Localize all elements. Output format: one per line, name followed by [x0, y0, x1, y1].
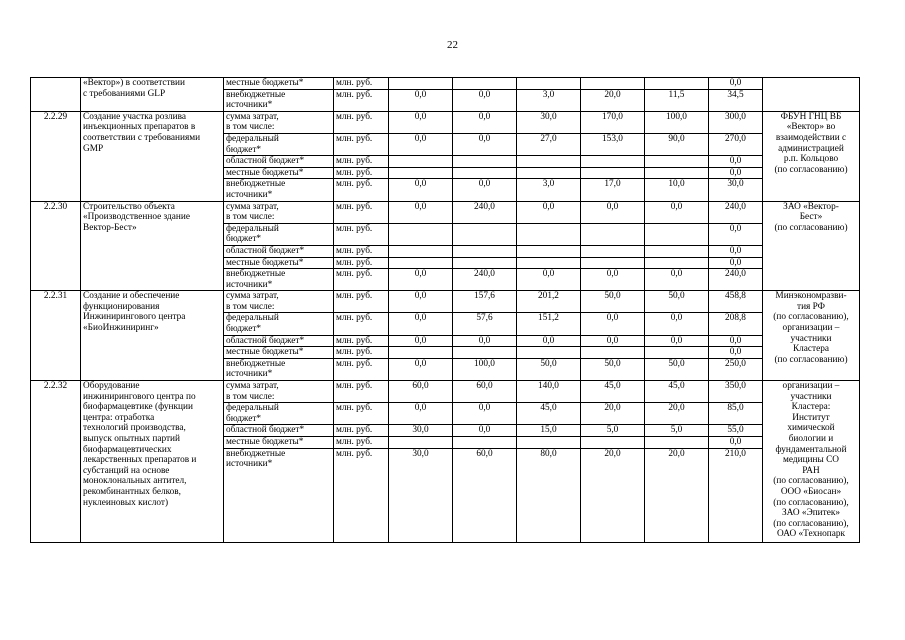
table-row: [31, 111, 860, 133]
value-cell: 250,0: [709, 358, 763, 380]
funding-source: местные бюджеты*: [224, 167, 334, 179]
value-cell: [581, 156, 645, 168]
value-cell: [389, 78, 453, 90]
value-cell: 170,0: [581, 111, 645, 133]
value-cell: 0,0: [581, 313, 645, 335]
value-cell: 11,5: [645, 89, 709, 111]
value-cell: 60,0: [389, 381, 453, 403]
funding-source: внебюджетные источники*: [224, 179, 334, 201]
value-cell: 45,0: [581, 381, 645, 403]
value-cell: 0,0: [453, 179, 517, 201]
value-cell: 0,0: [709, 257, 763, 269]
page-number: 22: [447, 39, 458, 51]
table-row: [31, 291, 860, 313]
value-cell: [389, 437, 453, 449]
value-cell: [389, 347, 453, 359]
activity-number: 2.2.32: [31, 381, 81, 543]
value-cell: [517, 167, 581, 179]
value-cell: [389, 245, 453, 257]
funding-source: внебюджетные источники*: [224, 89, 334, 111]
value-cell: [645, 347, 709, 359]
unit-cell: млн. руб.: [334, 245, 389, 257]
value-cell: 0,0: [517, 335, 581, 347]
unit-cell: млн. руб.: [334, 403, 389, 425]
value-cell: [645, 223, 709, 245]
program-activities-table: [30, 77, 860, 543]
value-cell: 85,0: [709, 403, 763, 425]
value-cell: [645, 257, 709, 269]
value-cell: 0,0: [453, 133, 517, 155]
unit-cell: млн. руб.: [334, 156, 389, 168]
value-cell: 0,0: [389, 291, 453, 313]
value-cell: 57,6: [453, 313, 517, 335]
value-cell: [645, 167, 709, 179]
activity-number: 2.2.30: [31, 201, 81, 291]
value-cell: 0,0: [389, 403, 453, 425]
responsible-executor: ФБУН ГНЦ ВБ «Вектор» во взаимодействии с администрацией р.п. Кольцово (по согласованию): [763, 111, 860, 201]
value-cell: 0,0: [389, 358, 453, 380]
value-cell: 0,0: [517, 201, 581, 223]
value-cell: [581, 167, 645, 179]
value-cell: 60,0: [453, 448, 517, 542]
value-cell: 15,0: [517, 425, 581, 437]
value-cell: 50,0: [645, 291, 709, 313]
value-cell: 0,0: [581, 201, 645, 223]
value-cell: [453, 156, 517, 168]
funding-source: внебюджетные источники*: [224, 358, 334, 380]
value-cell: 140,0: [517, 381, 581, 403]
unit-cell: млн. руб.: [334, 335, 389, 347]
value-cell: 0,0: [389, 179, 453, 201]
value-cell: [581, 257, 645, 269]
value-cell: 0,0: [581, 269, 645, 291]
responsible-executor: ЗАО «Вектор- Бест» (по согласованию): [763, 201, 860, 291]
value-cell: 0,0: [709, 347, 763, 359]
value-cell: 151,2: [517, 313, 581, 335]
unit-cell: млн. руб.: [334, 223, 389, 245]
unit-cell: млн. руб.: [334, 269, 389, 291]
value-cell: 80,0: [517, 448, 581, 542]
value-cell: [453, 245, 517, 257]
value-cell: [389, 223, 453, 245]
value-cell: 20,0: [645, 448, 709, 542]
value-cell: 30,0: [389, 425, 453, 437]
value-cell: 27,0: [517, 133, 581, 155]
value-cell: [389, 156, 453, 168]
funding-source: федеральный бюджет*: [224, 223, 334, 245]
activity-number: 2.2.31: [31, 291, 81, 381]
unit-cell: млн. руб.: [334, 437, 389, 449]
value-cell: [581, 78, 645, 90]
value-cell: 100,0: [645, 111, 709, 133]
value-cell: 45,0: [645, 381, 709, 403]
activity-title: Оборудование инжинирингового центра по биофармацевтике (функции центра: отработка технологий производства, выпуск опытных партий биофармацевтических лекарственных препаратов и субстанций на основе моноклональных антител, рекомбинантных белков, нуклеиновых кислот): [81, 381, 224, 543]
value-cell: [517, 245, 581, 257]
value-cell: 458,8: [709, 291, 763, 313]
value-cell: 20,0: [581, 403, 645, 425]
value-cell: 270,0: [709, 133, 763, 155]
funding-source: сумма затрат, в том числе:: [224, 111, 334, 133]
value-cell: 240,0: [453, 269, 517, 291]
unit-cell: млн. руб.: [334, 111, 389, 133]
unit-cell: млн. руб.: [334, 425, 389, 437]
activity-title: Создание участка розлива инъекционных препаратов в соответствии с требованиями GMP: [81, 111, 224, 201]
value-cell: 0,0: [645, 335, 709, 347]
value-cell: 0,0: [709, 437, 763, 449]
value-cell: [645, 437, 709, 449]
value-cell: 0,0: [709, 167, 763, 179]
value-cell: 300,0: [709, 111, 763, 133]
responsible-executor: Минэкономразви- тия РФ (по согласованию), организации – участники Кластера (по согласованию): [763, 291, 860, 381]
unit-cell: млн. руб.: [334, 201, 389, 223]
value-cell: 30,0: [709, 179, 763, 201]
table-row: [31, 78, 860, 90]
value-cell: 0,0: [709, 156, 763, 168]
value-cell: [453, 167, 517, 179]
value-cell: 208,8: [709, 313, 763, 335]
value-cell: 0,0: [389, 111, 453, 133]
value-cell: [517, 78, 581, 90]
unit-cell: млн. руб.: [334, 133, 389, 155]
value-cell: [517, 257, 581, 269]
funding-source: областной бюджет*: [224, 335, 334, 347]
activity-title: Строительство объекта «Производственное здание Вектор-Бест»: [81, 201, 224, 291]
value-cell: 0,0: [389, 89, 453, 111]
value-cell: [453, 437, 517, 449]
unit-cell: млн. руб.: [334, 381, 389, 403]
value-cell: 0,0: [645, 201, 709, 223]
unit-cell: млн. руб.: [334, 167, 389, 179]
value-cell: 3,0: [517, 179, 581, 201]
value-cell: 20,0: [645, 403, 709, 425]
value-cell: 0,0: [709, 223, 763, 245]
value-cell: 0,0: [389, 133, 453, 155]
value-cell: [581, 347, 645, 359]
unit-cell: млн. руб.: [334, 358, 389, 380]
funding-source: внебюджетные источники*: [224, 269, 334, 291]
value-cell: 50,0: [581, 358, 645, 380]
value-cell: 240,0: [453, 201, 517, 223]
value-cell: [517, 223, 581, 245]
value-cell: 0,0: [645, 269, 709, 291]
value-cell: 3,0: [517, 89, 581, 111]
value-cell: [645, 245, 709, 257]
unit-cell: млн. руб.: [334, 313, 389, 335]
value-cell: 50,0: [517, 358, 581, 380]
value-cell: 34,5: [709, 89, 763, 111]
value-cell: [453, 223, 517, 245]
value-cell: [389, 167, 453, 179]
value-cell: 0,0: [389, 313, 453, 335]
funding-source: внебюджетные источники*: [224, 448, 334, 542]
value-cell: 350,0: [709, 381, 763, 403]
value-cell: [517, 347, 581, 359]
value-cell: [581, 245, 645, 257]
value-cell: 153,0: [581, 133, 645, 155]
value-cell: 10,0: [645, 179, 709, 201]
unit-cell: млн. руб.: [334, 78, 389, 90]
unit-cell: млн. руб.: [334, 291, 389, 313]
funding-source: областной бюджет*: [224, 156, 334, 168]
value-cell: 0,0: [453, 89, 517, 111]
value-cell: 240,0: [709, 269, 763, 291]
value-cell: 0,0: [453, 111, 517, 133]
value-cell: [581, 437, 645, 449]
value-cell: 240,0: [709, 201, 763, 223]
value-cell: 0,0: [709, 78, 763, 90]
value-cell: 30,0: [517, 111, 581, 133]
value-cell: 5,0: [645, 425, 709, 437]
responsible-executor: [763, 78, 860, 112]
funding-source: федеральный бюджет*: [224, 403, 334, 425]
unit-cell: млн. руб.: [334, 89, 389, 111]
value-cell: [581, 223, 645, 245]
funding-source: областной бюджет*: [224, 425, 334, 437]
funding-source: сумма затрат, в том числе:: [224, 201, 334, 223]
value-cell: 17,0: [581, 179, 645, 201]
funding-source: местные бюджеты*: [224, 78, 334, 90]
value-cell: 55,0: [709, 425, 763, 437]
activity-title: Создание и обеспечение функционирования Инжинирингового центра «БиоИнжиниринг»: [81, 291, 224, 381]
value-cell: 0,0: [389, 201, 453, 223]
value-cell: 20,0: [581, 448, 645, 542]
value-cell: 0,0: [709, 245, 763, 257]
funding-source: областной бюджет*: [224, 245, 334, 257]
value-cell: 0,0: [453, 403, 517, 425]
unit-cell: млн. руб.: [334, 347, 389, 359]
value-cell: 50,0: [645, 358, 709, 380]
value-cell: 0,0: [389, 269, 453, 291]
value-cell: [645, 156, 709, 168]
value-cell: 90,0: [645, 133, 709, 155]
table-row: [31, 201, 860, 223]
value-cell: 0,0: [581, 335, 645, 347]
value-cell: [517, 156, 581, 168]
unit-cell: млн. руб.: [334, 257, 389, 269]
activity-title: «Вектор») в соответствии с требованиями GLP: [81, 78, 224, 112]
value-cell: [517, 437, 581, 449]
funding-source: сумма затрат, в том числе:: [224, 381, 334, 403]
value-cell: 45,0: [517, 403, 581, 425]
funding-source: местные бюджеты*: [224, 347, 334, 359]
funding-source: федеральный бюджет*: [224, 133, 334, 155]
funding-source: сумма затрат, в том числе:: [224, 291, 334, 313]
funding-source: местные бюджеты*: [224, 257, 334, 269]
activity-number: [31, 78, 81, 112]
table-row: [31, 381, 860, 403]
unit-cell: млн. руб.: [334, 448, 389, 542]
unit-cell: млн. руб.: [334, 179, 389, 201]
value-cell: 20,0: [581, 89, 645, 111]
value-cell: 157,6: [453, 291, 517, 313]
value-cell: 60,0: [453, 381, 517, 403]
value-cell: 0,0: [645, 313, 709, 335]
value-cell: [453, 78, 517, 90]
value-cell: 100,0: [453, 358, 517, 380]
value-cell: 0,0: [453, 425, 517, 437]
value-cell: [453, 257, 517, 269]
value-cell: 5,0: [581, 425, 645, 437]
responsible-executor: организации – участники Кластера: Институт химической биологии и фундаментальной медицины СО РАН (по согласованию), ООО «Биосан» (по согласованию), ЗАО «Эпитек» (по согласованию), ОАО «Технопарк: [763, 381, 860, 543]
value-cell: 0,0: [389, 335, 453, 347]
activity-number: 2.2.29: [31, 111, 81, 201]
funding-source: местные бюджеты*: [224, 437, 334, 449]
value-cell: 0,0: [709, 335, 763, 347]
value-cell: 0,0: [517, 269, 581, 291]
funding-source: федеральный бюджет*: [224, 313, 334, 335]
value-cell: 0,0: [453, 335, 517, 347]
value-cell: [453, 347, 517, 359]
value-cell: 50,0: [581, 291, 645, 313]
value-cell: 201,2: [517, 291, 581, 313]
value-cell: 30,0: [389, 448, 453, 542]
value-cell: [645, 78, 709, 90]
value-cell: 210,0: [709, 448, 763, 542]
value-cell: [389, 257, 453, 269]
